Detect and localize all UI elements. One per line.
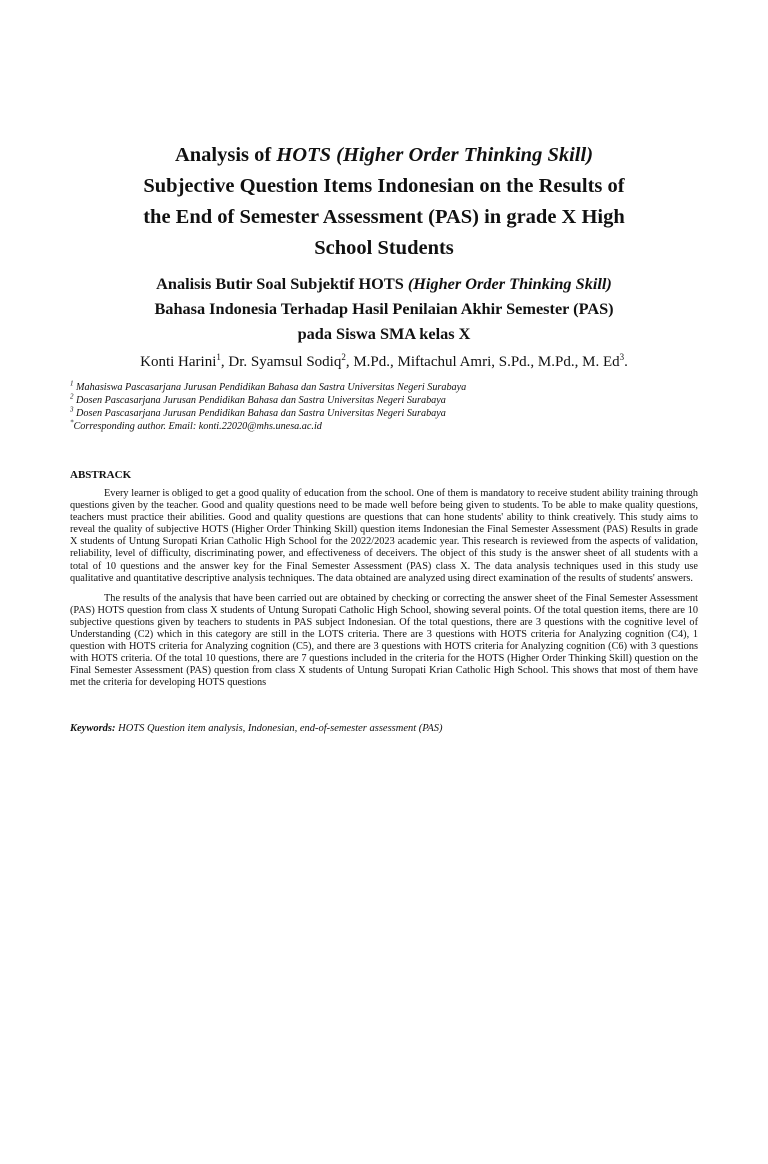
author-list: Konti Harini$^1$, Dr. Syamsul Sodiq$^2$, M.Pd., Miftachul Amri, S.Pd., M.Pd., M. Ed$^3$. (140, 352, 628, 370)
author-name: Konti Harini (140, 354, 217, 370)
abstract-heading: ABSTRACK (70, 469, 132, 481)
affiliation-1: $^1$ Mahasiswa Pascasarjana Jurusan Pendidikan Bahasa dan Sastra Universitas Negeri Surabaya (70, 379, 467, 393)
title-line-4: School Students (314, 237, 454, 259)
paper-subtitle (70, 271, 698, 346)
affiliations (70, 381, 698, 433)
paper-page (0, 140, 768, 1164)
subtitle-italic: (Higher Order Thinking Skill) (407, 274, 612, 293)
author-sup: 3 (619, 352, 625, 362)
title-line-2: Subjective Question Items Indonesian on the Results of (143, 175, 625, 197)
title-line-3: the End of Semester Assessment (PAS) in grade X High (143, 206, 625, 228)
keywords-label: Keywords: (70, 722, 116, 734)
abstract-paragraph-1: Every learner is obliged to get a good quality of education from the school. One of them is mandatory to receive student ability training through questions given by the teacher. Good and quality questions need to be made well before being given to students. To be able to make quality questions, teachers must practice their abilities. Good and quality questions are questions that can hone students' ability to think creatively. This study aims to reveal the quality of subjective HOTS (Higher Order Thinking Skill) question items Indonesian the Final Semester Assessment (PAS) Results in grade X students of Untung Suropati Krian Catholic High School for the 2022/2023 academic year. This research is reviewed from the aspects of validation, reliability, level of difficulty, discriminating power, and effectiveness of deceivers. The object of this study is the answer sheet of all students with a total of 10 questions and the answer key for the Final Semester Assessment (PAS) class X. The data analysis techniques used in this study use qualitative and quantitative descriptive analysis techniques. The data obtained are analyzed using direct examination of the results of students' answers. (70, 488, 698, 584)
subtitle-line-1: Analisis Butir Soal Subjektif HOTS (Higher Order Thinking Skill) (156, 274, 612, 293)
affiliation-3: $^3$ Dosen Pascasarjana Jurusan Pendidikan Bahasa dan Sastra Universitas Negeri Surabaya (70, 405, 446, 419)
paper-title (70, 140, 698, 264)
subtitle-line-3: pada Siswa SMA kelas X (297, 324, 471, 343)
affiliation-2: $^2$ Dosen Pascasarjana Jurusan Pendidikan Bahasa dan Sastra Universitas Negeri Surabaya (70, 392, 446, 406)
abstract-paragraph-2: The results of the analysis that have been carried out are obtained by checking or correcting the answer sheet of the Final Semester Assessment (PAS) HOTS question from class X students of Untung Suropati Catholic High School, showing several points. Of the total question items, there are 10 subjective questions given by teachers to students in PAS subject Indonesian. Of the total questions, there are 3 questions with the cognitive level of Understanding (C2) which in this category are still in the LOTS criteria. There are 3 questions with HOTS criteria for Analyzing cognition (C4), 1 question with HOTS criteria for Analyzing cognition (C5), and there are 3 questions with HOTS criteria for Analyzing cognition (C6) with 3 questions with HOTS criteria. Of the total 10 questions, there are 7 questions included in the criteria for the HOTS (Higher Order Thinking Skill) question on the Final Semester Assessment (PAS) question from class X students of Untung Suropati Krian Catholic High School. This shows that most of them have met the criteria for developing HOTS questions (70, 592, 698, 689)
author-sup: 1 (216, 352, 221, 362)
title-italic: HOTS (Higher Order Thinking Skill) (276, 144, 594, 166)
title-line-1: Analysis of HOTS (Higher Order Thinking Skill) (174, 144, 594, 166)
keywords-text: HOTS Question item analysis, Indonesian, end-of-semester assessment (PAS) (115, 722, 443, 734)
corresponding-author: *Corresponding author. Email: konti.22020@mhs.unesa.ac.id (70, 418, 322, 432)
keywords (70, 722, 698, 736)
author-sup: 2 (341, 352, 346, 362)
subtitle-line-2: Bahasa Indonesia Terhadap Hasil Penilaian Akhir Semester (PAS) (154, 299, 614, 318)
author-name: Dr. Syamsul Sodiq (228, 354, 342, 370)
